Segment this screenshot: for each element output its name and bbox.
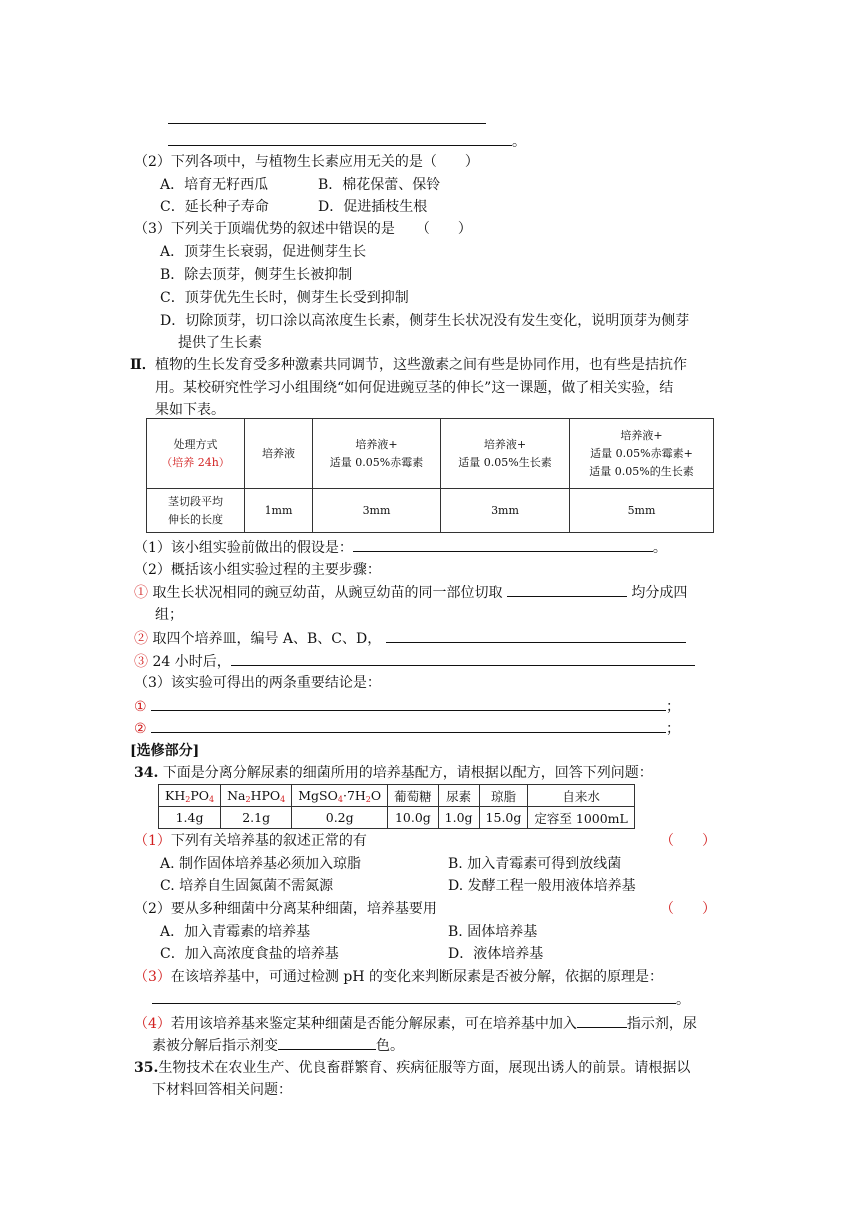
period: 。 bbox=[512, 134, 526, 150]
table-cell: 3mm bbox=[441, 489, 570, 533]
answer-line bbox=[168, 123, 486, 124]
medium-table bbox=[158, 784, 635, 829]
exp-step2: ② 取四个培养皿，编号 A、B、C、D， bbox=[134, 628, 686, 649]
q34-3-answer: 。 bbox=[152, 989, 690, 1010]
exp-step1: ① 取生长状况相同的豌豆幼苗，从豌豆幼苗的同一部位切取 均分成四 bbox=[134, 582, 687, 603]
q3-stem: （3）下列关于顶端优势的叙述中错误的是 （ ） bbox=[134, 221, 472, 237]
table-cell: 5mm bbox=[570, 489, 714, 533]
table-header: 培养液+ 适量 0.05%赤霉素 bbox=[313, 419, 441, 489]
q34-4: （4）若用该培养基来鉴定某种细菌是否能分解尿素，可在培养基中加入 指示剂，尿 bbox=[134, 1013, 697, 1034]
table-cell: 1.4g bbox=[159, 807, 221, 829]
q34-1: （1）下列有关培养基的叙述正常的有 bbox=[134, 833, 367, 849]
table-cell: 1mm bbox=[245, 489, 313, 533]
table-header: 培养液+ 适量 0.05%生长素 bbox=[441, 419, 570, 489]
q2-option-d: D．促进插枝生根 bbox=[318, 199, 428, 215]
table-cell: 10.0g bbox=[388, 807, 439, 829]
part2-line1: 植物的生长发育受多种激素共同调节，这些激素之间有些是协同作用，也有些是拮抗作 bbox=[155, 357, 687, 373]
elective-title: [选修部分] bbox=[130, 743, 200, 759]
table-cell: 15.0g bbox=[479, 807, 528, 829]
q34: 34. 下面是分离分解尿素的细菌所用的培养基配方，请根据以配方，回答下列问题： bbox=[134, 765, 653, 781]
exp-q1: （1）该小组实验前做出的假设是： 。 bbox=[134, 537, 667, 558]
exp-step3: ③ 24 小时后， bbox=[134, 651, 695, 672]
table-header: 琼脂 bbox=[479, 785, 528, 807]
conclusion-1: ① ； bbox=[134, 696, 680, 717]
table-header: $MgSO_4\cdot 7H_2O$ bbox=[292, 785, 388, 807]
q3-option-c: C．顶芽优先生长时，侧芽生长受到抑制 bbox=[160, 290, 409, 306]
table-header: 培养液+ 适量 0.05%赤霉素+ 适量 0.05%的生长素 bbox=[570, 419, 714, 489]
table-cell: 1.0g bbox=[438, 807, 479, 829]
table-cell: 2.1g bbox=[221, 807, 292, 829]
exp-q3: （3）该实验可得出的两条重要结论是： bbox=[134, 675, 381, 691]
q34-2-c: C．加入高浓度食盐的培养基 bbox=[160, 946, 339, 962]
part2-label: Ⅱ． bbox=[130, 357, 156, 373]
experiment-table bbox=[146, 418, 714, 533]
q2-option-a: A．培育无籽西瓜 bbox=[160, 177, 269, 193]
q35: 35.生物技术在农业生产、优良畜群繁育、疾病征服等方面，展现出诱人的前景。请根据以 bbox=[134, 1060, 691, 1076]
answer-paren: （ ） bbox=[660, 901, 716, 917]
q34-1-b: B. 加入青霉素可得到放线菌 bbox=[448, 856, 622, 872]
q34-1-c: C. 培养自生固氮菌不需氮源 bbox=[160, 878, 334, 894]
q34-3: （3）在该培养基中，可通过检测 pH 的变化来判断尿素是否被分解，依据的原理是： bbox=[134, 969, 663, 985]
table-cell: 3mm bbox=[313, 489, 441, 533]
table-header: 葡萄糖 bbox=[388, 785, 439, 807]
q3-option-d: D．切除顶芽，切口涂以高浓度生长素，侧芽生长状况没有发生变化，说明顶芽为侧芽 bbox=[160, 313, 690, 329]
conclusion-2: ② ； bbox=[134, 718, 680, 739]
q34-1-a: A. 制作固体培养基必须加入琼脂 bbox=[160, 856, 362, 872]
table-header: $KH_2PO_4$ bbox=[159, 785, 221, 807]
table-header: 培养液 bbox=[245, 419, 313, 489]
q3-option-b: B．除去顶芽，侧芽生长被抑制 bbox=[160, 267, 353, 283]
table-cell: 定容至 1000mL bbox=[528, 807, 634, 829]
q34-2-d: D．液体培养基 bbox=[448, 946, 544, 962]
answer-line bbox=[168, 145, 512, 146]
part2-line2: 用。某校研究性学习小组围绕“如何促进豌豆茎的伸长”这一课题，做了相关实验，结 bbox=[155, 380, 674, 396]
exp-q2: （2）概括该小组实验过程的主要步骤： bbox=[134, 562, 381, 578]
part2-line3: 果如下表。 bbox=[155, 402, 225, 418]
exp-step1-cont: 组； bbox=[155, 607, 183, 623]
q34-4-cont: 素被分解后指示剂变 色。 bbox=[152, 1035, 404, 1056]
answer-paren: （ ） bbox=[660, 833, 716, 849]
q34-2: （2）要从多种细菌中分离某种细菌，培养基要用 bbox=[134, 901, 437, 917]
table-header: $Na_2HPO_4$ bbox=[221, 785, 292, 807]
q3-option-a: A．顶芽生长衰弱，促进侧芽生长 bbox=[160, 244, 367, 260]
table-header: 处理方式 （培养 24h） bbox=[147, 419, 245, 489]
table-header: 尿素 bbox=[438, 785, 479, 807]
q34-1-d: D. 发酵工程一般用液体培养基 bbox=[448, 878, 636, 894]
table-header: 自来水 bbox=[528, 785, 634, 807]
q2-option-c: C．延长种子寿命 bbox=[160, 199, 269, 215]
q3-option-d-cont: 提供了生长素 bbox=[178, 335, 262, 351]
q2-option-b: B．棉花保蕾、保铃 bbox=[318, 177, 441, 193]
q2-stem: （2）下列各项中，与植物生长素应用无关的是（ ） bbox=[134, 154, 479, 170]
q34-2-b: B. 固体培养基 bbox=[448, 924, 538, 940]
q35-cont: 下材料回答相关问题： bbox=[152, 1082, 292, 1098]
table-cell: 0.2g bbox=[292, 807, 388, 829]
q34-2-a: A．加入青霉素的培养基 bbox=[160, 924, 311, 940]
table-row-label: 茎切段平均 伸长的长度 bbox=[147, 489, 245, 533]
